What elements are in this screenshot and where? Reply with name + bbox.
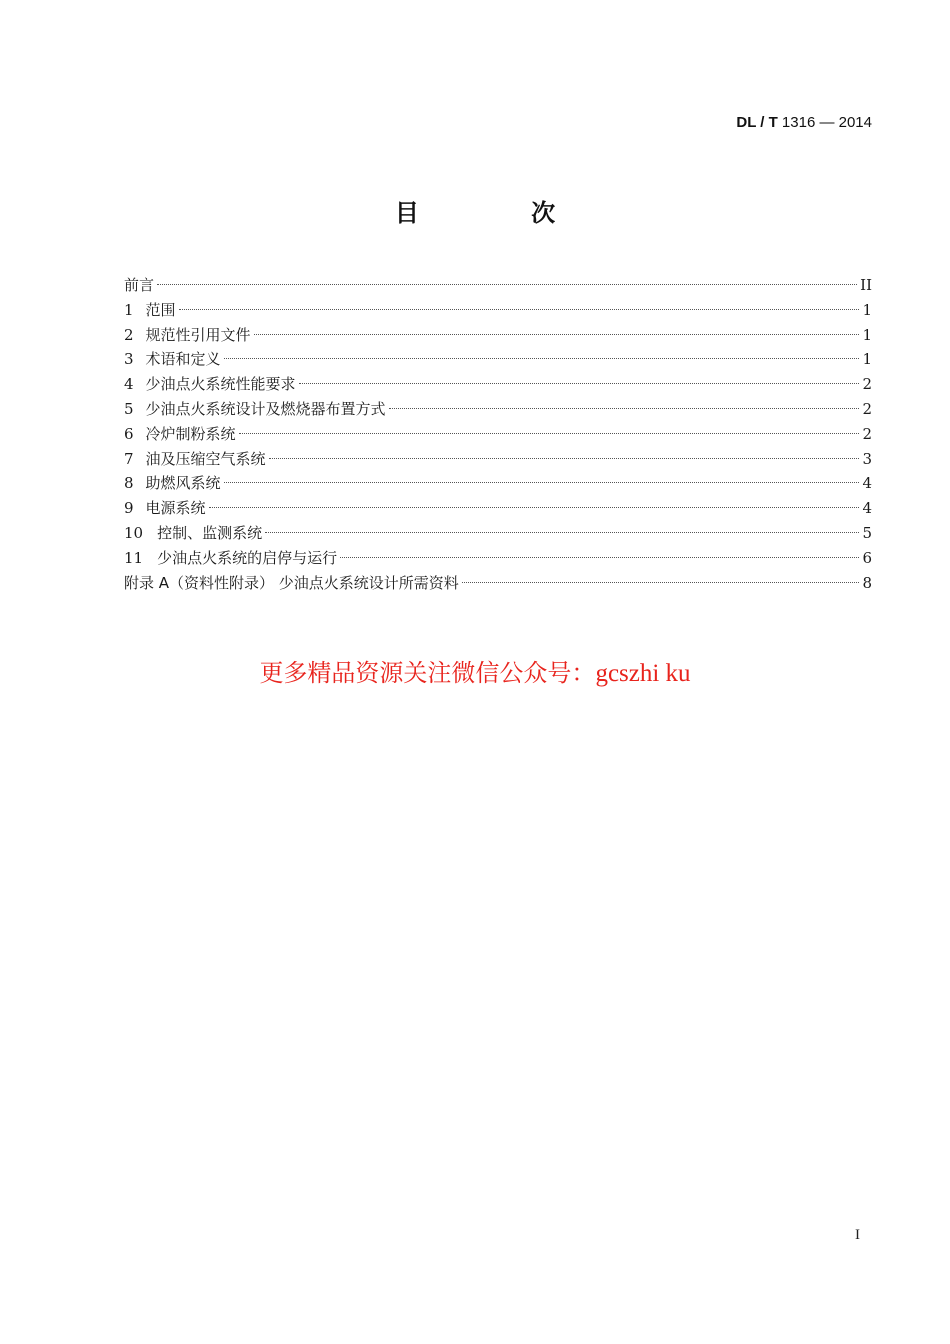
toc-entry-label: 前言 [124, 276, 155, 294]
toc-leader-dots [269, 458, 860, 459]
page-title: 目 次 [394, 199, 608, 227]
toc-leader-dots [239, 433, 860, 434]
toc-entry-number: 8 [124, 474, 134, 493]
toc-entry-label: 范围 [145, 300, 176, 319]
toc-entry-label: 附录 A（资料性附录） 少油点火系统设计所需资料 [124, 573, 459, 592]
toc-entry-page: 8 [862, 573, 872, 592]
toc-entry-number: 9 [124, 499, 134, 518]
toc-entry-number: 4 [124, 375, 134, 394]
toc-entry-foreword[interactable] [124, 273, 872, 298]
toc-entry-number: 11 [124, 548, 144, 567]
toc-entry-label: 术语和定义 [145, 350, 221, 369]
toc-entry-2[interactable] [124, 323, 872, 348]
toc-entry-page: 2 [862, 375, 872, 394]
toc-entry-6[interactable] [124, 422, 872, 447]
toc-entry-7[interactable] [124, 447, 872, 472]
toc-entry-page: 1 [862, 350, 872, 369]
toc-entry-number: 1 [124, 300, 134, 319]
toc-entry-label: 油及压缩空气系统 [145, 449, 266, 468]
toc-leader-dots [462, 582, 860, 583]
toc-leader-dots [157, 284, 857, 285]
toc-entry-page: 2 [862, 424, 872, 443]
toc-entry-label: 电源系统 [145, 499, 206, 518]
toc-leader-dots [265, 532, 859, 533]
promo-banner [0, 653, 950, 688]
toc-entry-number: 7 [124, 449, 134, 468]
toc-leader-dots [224, 482, 860, 483]
toc-entry-page: 6 [862, 548, 872, 567]
toc-leader-dots [299, 383, 860, 384]
toc-entry-page: 2 [862, 399, 872, 418]
table-of-contents [124, 273, 872, 595]
toc-entry-page: 3 [862, 449, 872, 468]
toc-entry-page: 5 [862, 523, 872, 542]
promo-handle: gcszhi ku [595, 660, 691, 687]
toc-entry-label: 少油点火系统设计及燃烧器布置方式 [145, 399, 386, 418]
toc-entry-label: 规范性引用文件 [145, 325, 251, 344]
toc-leader-dots [340, 557, 859, 558]
toc-entry-page: II [860, 276, 872, 294]
standard-prefix: DL / T [736, 114, 778, 131]
toc-entry-label: 少油点火系统性能要求 [145, 375, 296, 394]
toc-entry-5[interactable] [124, 397, 872, 422]
page-number: I [855, 1227, 860, 1243]
toc-entry-9[interactable] [124, 496, 872, 521]
toc-leader-dots [179, 309, 860, 310]
toc-entry-page: 1 [862, 300, 872, 319]
toc-entry-number: 10 [124, 523, 144, 542]
toc-entry-1[interactable] [124, 298, 872, 323]
toc-leader-dots [389, 408, 860, 409]
toc-entry-10[interactable] [124, 521, 872, 546]
standard-number: 1316 — 2014 [781, 114, 872, 131]
toc-leader-dots [224, 358, 860, 359]
toc-leader-dots [254, 334, 860, 335]
toc-entry-label: 控制、监测系统 [157, 523, 263, 542]
toc-entry-label: 少油点火系统的启停与运行 [157, 548, 338, 567]
toc-entry-label: 助燃风系统 [145, 474, 221, 493]
toc-entry-number: 5 [124, 399, 134, 418]
toc-entry-4[interactable] [124, 372, 872, 397]
standard-code [736, 114, 872, 131]
toc-entry-11[interactable] [124, 546, 872, 571]
promo-text: 更多精品资源关注微信公众号： [259, 659, 596, 687]
toc-entry-3[interactable] [124, 347, 872, 372]
toc-entry-page: 4 [862, 499, 872, 518]
toc-entry-appendix-a[interactable] [124, 571, 872, 596]
toc-entry-page: 1 [862, 325, 872, 344]
toc-entry-number: 2 [124, 325, 134, 344]
toc-leader-dots [209, 507, 860, 508]
toc-entry-8[interactable] [124, 471, 872, 496]
toc-entry-number: 6 [124, 424, 134, 443]
toc-entry-label: 冷炉制粉系统 [145, 424, 236, 443]
toc-entry-page: 4 [862, 474, 872, 493]
toc-entry-number: 3 [124, 350, 134, 369]
